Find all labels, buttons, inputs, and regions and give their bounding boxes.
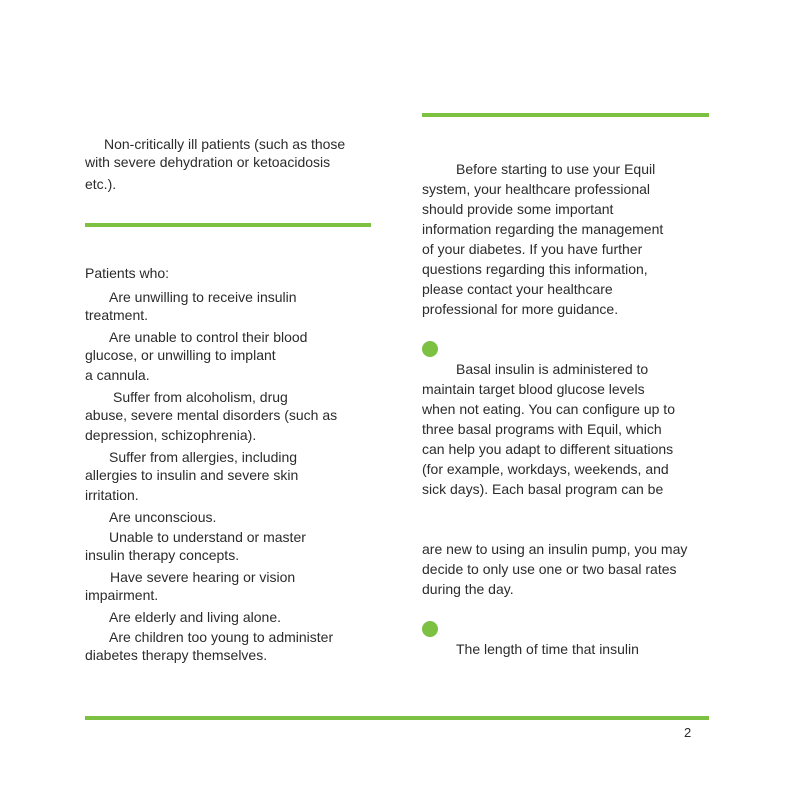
left-intro-line: etc.). [85, 176, 117, 192]
list-item-line: abuse, severe mental disorders (such as [85, 407, 338, 423]
bullet-dot-icon [422, 341, 438, 357]
list-item-line: insulin therapy concepts. [85, 547, 240, 563]
basal-line: three basal programs with Equil, which [422, 421, 662, 437]
basal-line: (for example, workdays, weekends, and [422, 461, 669, 477]
page-number: 2 [684, 725, 692, 740]
list-item-line: glucose, or unwilling to implant [85, 347, 276, 363]
pump-line: decide to only use one or two basal rates [422, 561, 677, 577]
right-intro-line: Before starting to use your Equil [456, 161, 656, 177]
pump-line: during the day. [422, 581, 514, 597]
footer-divider [85, 716, 709, 720]
right-intro [422, 159, 722, 319]
list-item-line: allergies to insulin and severe skin [85, 467, 299, 483]
list-item-line: depression, schizophrenia). [85, 427, 257, 443]
basal-line: sick days). Each basal program can be [422, 481, 664, 497]
list-item-line: irritation. [85, 487, 139, 503]
insulin-length-line: The length of time that insulin [456, 641, 639, 657]
list-item [85, 607, 385, 627]
list-item-line: Are elderly and living alone. [109, 609, 281, 625]
right-intro-line: system, your healthcare professional [422, 181, 650, 197]
list-item [85, 387, 385, 447]
contraindications-list [85, 287, 385, 667]
list-item-line: Unable to understand or master [109, 529, 306, 545]
right-intro-line: professional for more guidance. [422, 301, 619, 317]
right-intro-line: questions regarding this information, [422, 261, 648, 277]
right-section-divider [422, 113, 709, 117]
left-intro-line: Non-critically ill patients (such as those [104, 136, 346, 152]
list-item [85, 287, 385, 327]
list-item-line: Are children too young to administer [109, 629, 334, 645]
list-item-line: Suffer from allergies, including [109, 449, 298, 465]
list-item-line: a cannula. [85, 367, 150, 383]
list-item-line: Are unable to control their blood [109, 329, 308, 345]
basal-line: maintain target blood glucose levels [422, 381, 645, 397]
basal-section [422, 359, 722, 499]
list-item [85, 327, 385, 387]
left-intro-line: with severe dehydration or ketoacidosis [85, 154, 331, 170]
bullet-dot-icon [422, 621, 438, 637]
list-item-line: Are unconscious. [109, 509, 217, 525]
right-intro-line: should provide some important [422, 201, 614, 217]
right-intro-line: please contact your healthcare [422, 281, 613, 297]
list-item-line: impairment. [85, 587, 159, 603]
list-item [85, 527, 385, 567]
basal-line: can help you adapt to different situations [422, 441, 674, 457]
basal-line: Basal insulin is administered to [456, 361, 649, 377]
right-intro-line: information regarding the management [422, 221, 664, 237]
left-intro [85, 134, 385, 194]
list-item-line: Have severe hearing or vision [110, 569, 296, 585]
list-item [85, 627, 385, 667]
patients-heading: Patients who: [85, 265, 170, 281]
list-item [85, 507, 385, 527]
right-intro-line: of your diabetes. If you have further [422, 241, 643, 257]
list-item [85, 567, 385, 607]
pump-section [422, 539, 722, 599]
list-item [85, 447, 385, 507]
list-item-line: diabetes therapy themselves. [85, 647, 268, 663]
list-item-line: Suffer from alcoholism, drug [113, 389, 288, 405]
basal-line: when not eating. You can configure up to [422, 401, 675, 417]
list-item-line: treatment. [85, 307, 149, 323]
list-item-line: Are unwilling to receive insulin [109, 289, 297, 305]
left-section-divider [85, 223, 371, 227]
pump-line: are new to using an insulin pump, you may [422, 541, 688, 557]
